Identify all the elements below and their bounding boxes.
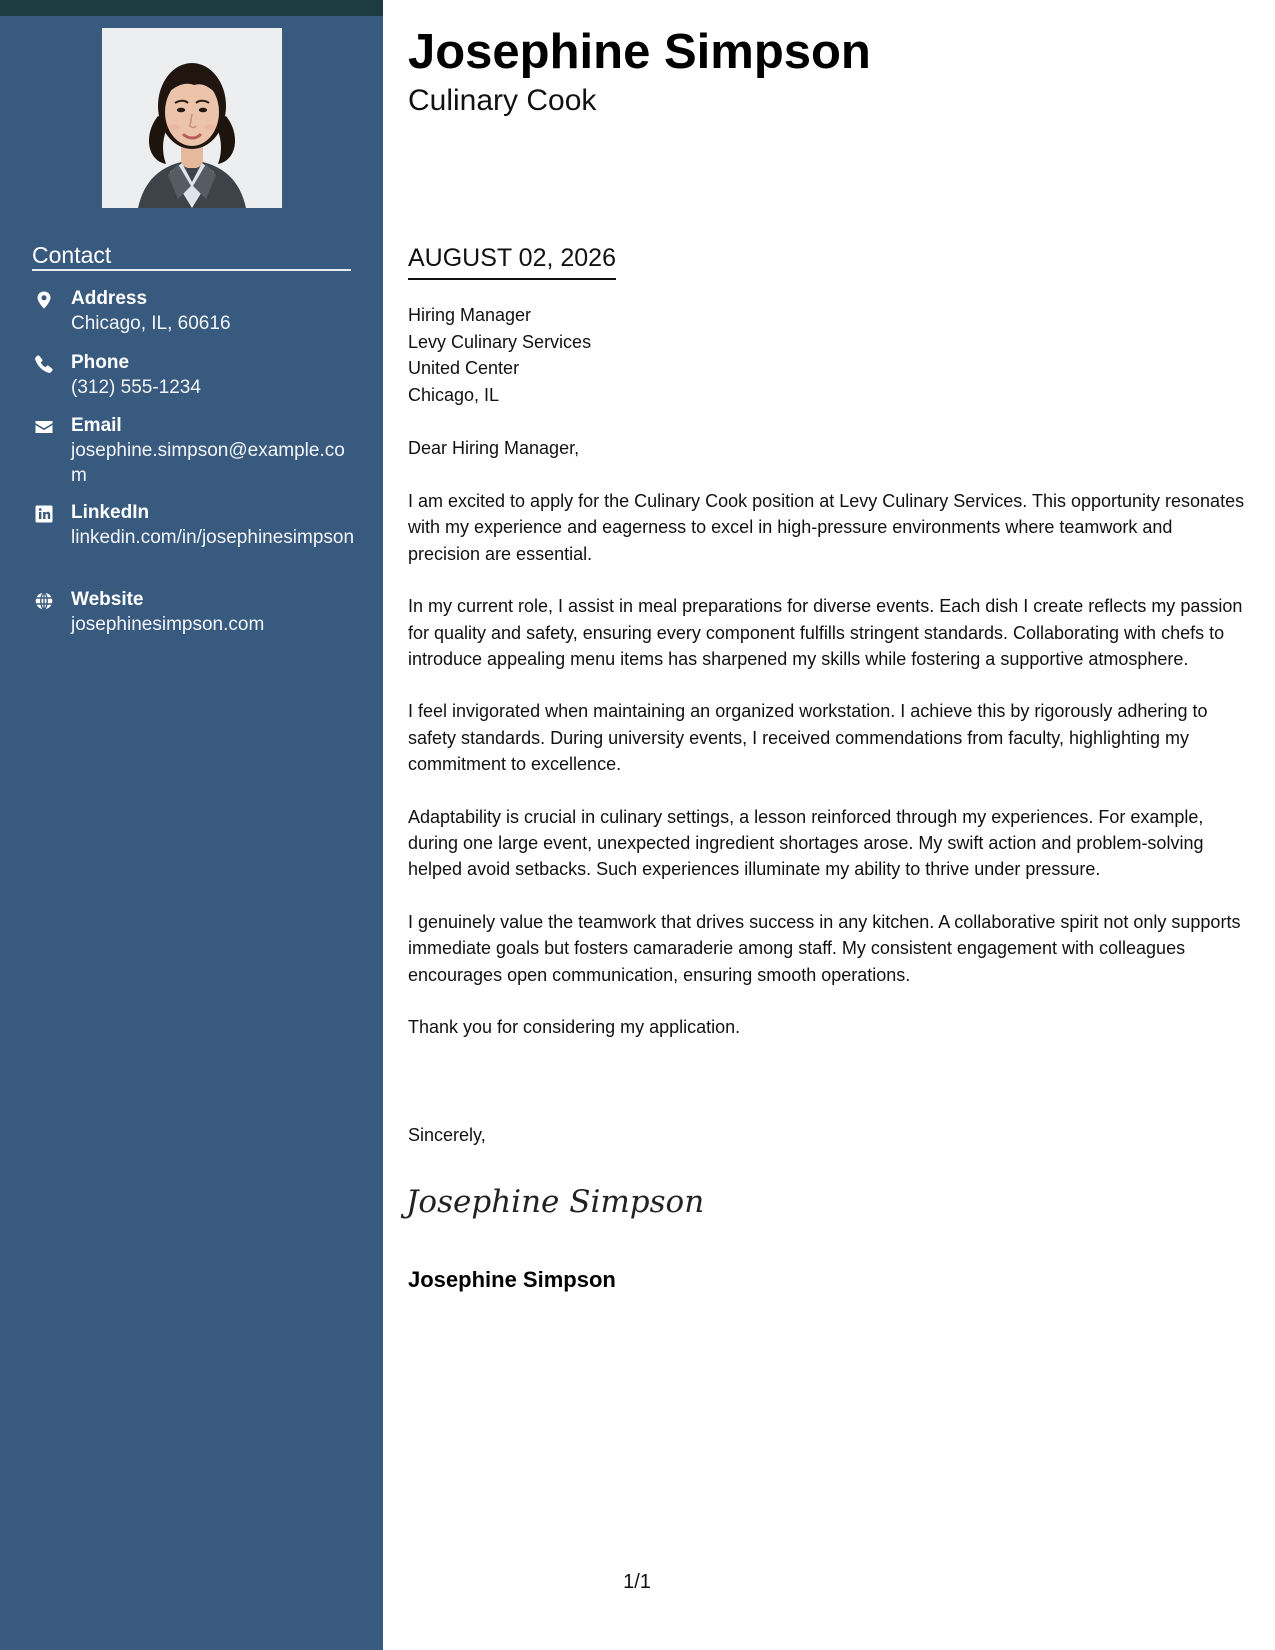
letter-paragraph: I am excited to apply for the Culinary Cook position at Levy Culinary Services. This opportunity resonates with my experience and eagerness to excel in high-pressure environments where teamwork and precision are essential. [408,491,1245,564]
email-value[interactable]: josephine.simpson@example.com [71,440,345,486]
recipient-line: United Center [408,358,520,378]
contact-heading: Contact [32,240,351,271]
recipient-line: Levy Culinary Services [408,331,592,352]
avatar-portrait [102,28,282,208]
contact-label: Email [71,415,122,436]
salutation: Dear Hiring Manager, [408,438,580,458]
signature-name: Josephine Simpson [408,1267,616,1292]
sidebar-top-accent [0,0,383,16]
contact-label: Address [71,288,148,309]
address-value: Chicago, IL, 60616 [71,313,231,334]
page-number: 1/1 [623,1571,651,1593]
recipient-line: Chicago, IL [408,384,500,405]
linkedin-value[interactable]: linkedin.com/in/josephinesimpson [71,527,355,548]
letter-paragraph: In my current role, I assist in meal preparations for diverse events. Each dish I create reflects my passion for quality and safety, ensuring every component fulfills stringent standards. Collaborating with chefs to introduce appealing menu items has sharpened my skills while fostering a supportive atmosphere. [408,596,1243,670]
recipient-address [408,302,1248,408]
contact-label: Website [71,589,144,610]
phone-icon [34,354,54,374]
letter-paragraph: I feel invigorated when maintaining an organized workstation. I achieve this by rigorously adhering to safety standards. During university events, I received commendations from faculty, highlighting my commitment to excellence. [408,701,1208,775]
recipient-line: Hiring Manager [408,305,532,325]
website-value[interactable]: josephinesimpson.com [71,614,265,635]
applicant-name: Josephine Simpson [408,25,871,79]
closing: Sincerely, [408,1125,486,1145]
letter-paragraph: Adaptability is crucial in culinary settings, a lesson reinforced through my experiences. For example, during one large event, unexpected ingredient shortages arose. My swift action and problem-solving helped avoid setbacks. Such experiences illuminate my ability to thrive under pressure. [408,806,1204,880]
contact-label: LinkedIn [71,502,150,523]
globe-icon [34,591,54,611]
avatar [102,28,282,208]
job-title: Culinary Cook [408,84,597,117]
linkedin-icon [34,504,54,524]
contact-label: Phone [71,352,130,373]
letter-date: AUGUST 02, 2026 [408,242,616,280]
signature-text: Josephine Simpson [406,1184,705,1220]
sidebar [0,0,383,1650]
letter-body [408,488,1246,1067]
phone-value: (312) 555-1234 [71,377,201,398]
handwritten-signature [406,1174,705,1226]
letter-paragraph: Thank you for considering my application. [408,1017,741,1038]
letter-paragraph: I genuinely value the teamwork that drives success in any kitchen. A collaborative spirit not only supports immediate goals but fosters camaraderie among staff. My consistent engagement with colleagues encourages open communication, ensuring smooth operations. [408,911,1241,985]
map-pin-icon [34,290,54,310]
envelope-icon [34,417,54,437]
